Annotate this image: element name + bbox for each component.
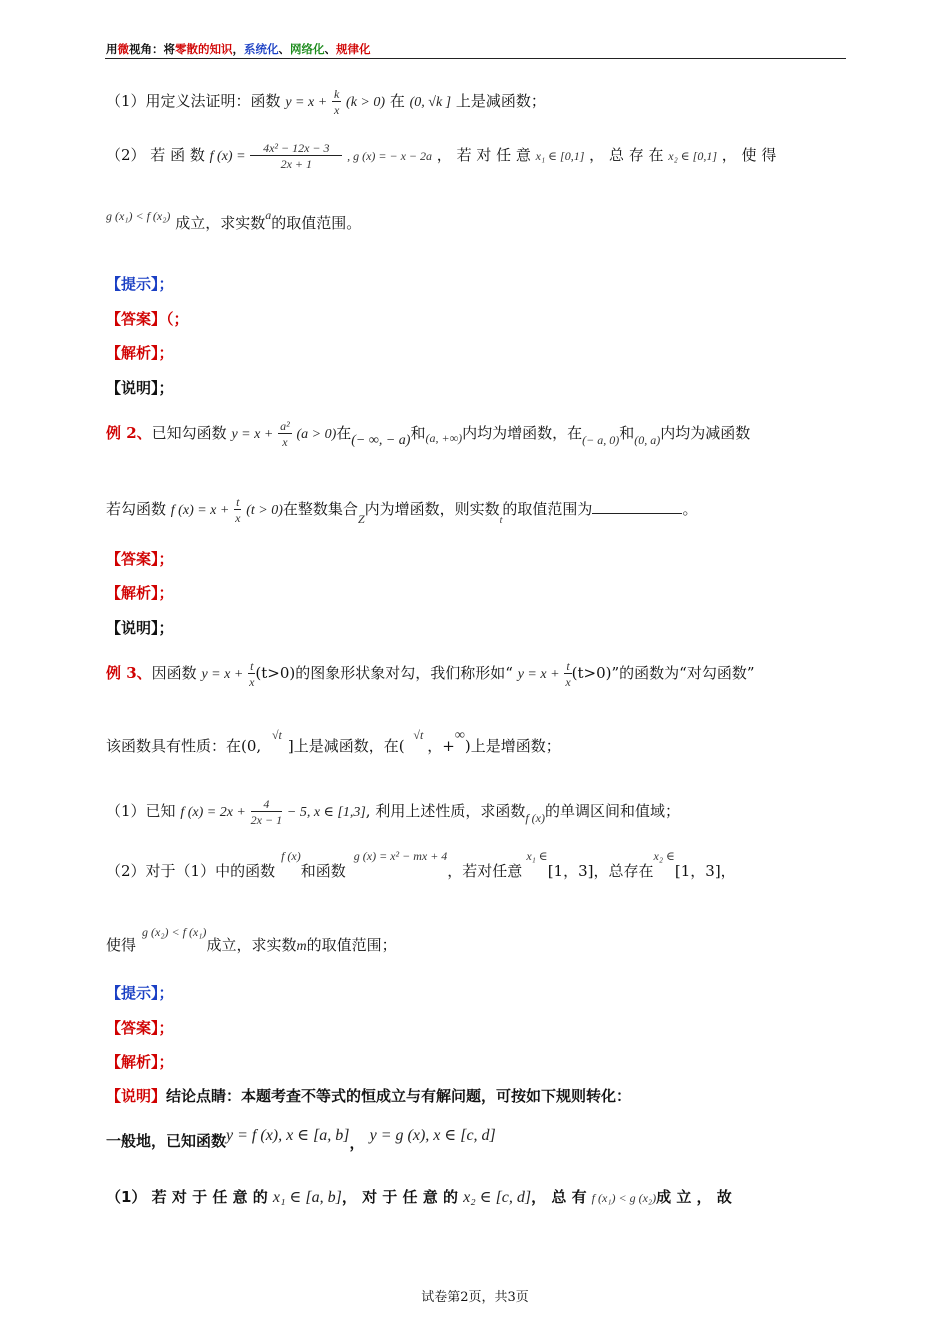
ex2-f2: f (x) = x +: [170, 503, 230, 518]
q2-x2-range: x₂ ∈ [0,1]: [668, 149, 717, 163]
ex3-text: 成立，求实数: [206, 936, 297, 954]
header-text: 微: [117, 42, 129, 56]
ex3-text: （1）已知: [106, 802, 176, 820]
rule-1-tail: 成 立 ， 故: [656, 1188, 732, 1206]
ex2-text: 在: [336, 424, 352, 442]
page-footer: 试卷第2页，共3页: [421, 1290, 529, 1305]
rule-1-mid: ， 对 于 任 意 的: [341, 1188, 458, 1206]
q2-f-name: f (x) =: [209, 149, 246, 164]
q2-text1: ， 若 对 任 意: [436, 146, 531, 164]
q1-fraction: [332, 88, 341, 116]
frac-den: 2x − 1: [250, 813, 283, 827]
answer-label: 【答案】（；: [106, 310, 189, 328]
ex2-text: 若勾函数: [106, 500, 167, 518]
header-text: 系统化: [244, 42, 279, 56]
q2-text2: ， 总 存 在: [589, 146, 664, 164]
rule-1-x1: x₁ ∈ [a, b]: [272, 1189, 342, 1206]
ex2-z: Z: [357, 512, 365, 526]
general-f-def: y = f (x), x ∈ [a, b]: [226, 1127, 350, 1144]
frac-num: a²: [280, 419, 290, 433]
example-2-label: 例 2、: [106, 424, 152, 442]
ex2-text: 内均为减函数: [660, 424, 751, 442]
ex3-text: , 利用上述性质，求函数: [365, 802, 526, 820]
ex3-text: [1，3]，总存在: [547, 862, 654, 880]
ex2-var-t: t: [499, 515, 503, 526]
ex3-sqrt-t-2: √t: [413, 728, 424, 742]
ex3-text: [1，3]，: [674, 862, 736, 880]
note-row: [106, 1085, 631, 1106]
example-3-part-2-line2: [106, 925, 397, 955]
example-2: [106, 420, 750, 448]
rule-1-x2: x₂ ∈ [c, d]: [463, 1189, 532, 1206]
ex2-interval-3: (− a, 0): [582, 433, 620, 447]
ex2-text: 和: [410, 424, 426, 442]
header-divider: [105, 58, 846, 59]
ex3-var-m: m: [296, 939, 307, 954]
rule-1-lead: （1） 若 对 于 任 意 的: [106, 1188, 268, 1206]
hint-label: 【提示】；: [106, 984, 174, 1002]
ex3-text: （2）对于（1）中的函数: [106, 862, 276, 880]
note-label: 【说明】；: [106, 379, 174, 397]
ex3-text: ，若对任意: [447, 862, 523, 880]
q2-text5: 的取值范围。: [271, 214, 362, 232]
frac-den: 2x + 1: [280, 157, 313, 171]
q2-ineq: g (x₁) < f (x₂): [106, 209, 171, 223]
q1-in: 在: [389, 92, 405, 110]
header-text: 视角：: [129, 42, 164, 56]
frac-num: t: [236, 495, 240, 509]
header-text: 规律化: [336, 42, 371, 56]
ex2-text: 的取值范围为: [502, 500, 593, 518]
ex3-s2-g: g (x) = x² − mx + 4: [353, 849, 448, 863]
example-3-part-2: [106, 849, 736, 881]
header-text: ，: [232, 42, 244, 56]
ex2-cond2: (t > 0): [246, 503, 283, 518]
rule-1-ineq: f (x₁) < g (x₂): [591, 1191, 657, 1205]
frac-den: x: [333, 103, 340, 117]
ex3-text: 的单调区间和值域；: [545, 802, 681, 820]
ex2-fraction: [278, 420, 292, 448]
ex2-interval-1: (− ∞, − a): [351, 433, 411, 448]
frac-den: x: [282, 435, 288, 449]
answer-label: 【答案】；: [106, 550, 174, 568]
rule-1-mid2: ， 总 有: [531, 1188, 587, 1206]
question-2-line2: [106, 208, 362, 233]
ex3-fraction-2: [564, 660, 571, 688]
ex2-formula: y = x +: [231, 427, 274, 442]
frac-den: x: [249, 675, 255, 689]
frac-num: t: [250, 659, 254, 673]
ex2-text: 和: [619, 424, 635, 442]
q1-formula: y = x +: [285, 95, 328, 110]
ex2-interval-4: (0, a): [634, 433, 661, 447]
question-2: [106, 142, 776, 170]
q2-lead: （2） 若 函 数: [106, 146, 205, 164]
ex3-s2-fx: f (x): [281, 849, 301, 863]
ex3-text: )上是增函数；: [464, 737, 561, 755]
ex3-text: 和函数: [300, 862, 346, 880]
ex3-s1-f: f (x) = 2x +: [180, 805, 246, 820]
header-text: 网络化: [290, 42, 325, 56]
ex2-text: 内均为增函数，在: [462, 424, 583, 442]
ex3-s1-rest: − 5, x ∈ [1,3]: [286, 805, 366, 820]
ex3-text: ]上是减函数，在(: [287, 737, 405, 755]
note-label: 【说明】；: [106, 619, 174, 637]
ex2-text: 在整数集合: [282, 500, 358, 518]
q1-tail: 上是减函数；: [455, 92, 546, 110]
header-text: 用: [106, 42, 118, 56]
ex2-fraction-2: [234, 496, 241, 524]
ex3-text: ，+: [427, 737, 455, 755]
ex3-infinity: ∞: [454, 728, 465, 743]
analysis-label: 【解析】；: [106, 584, 174, 602]
frac-den: x: [565, 675, 571, 689]
ex3-formula: y = x +: [201, 667, 244, 682]
ex2-text: 内为增函数，则实数: [364, 500, 500, 518]
ex3-s3-ineq: g (x₂) < f (x₁): [142, 925, 207, 939]
analysis-label: 【解析】；: [106, 344, 174, 362]
q2-text3: ， 使 得: [721, 146, 777, 164]
ex2-cond: (a > 0): [296, 427, 337, 442]
ex3-s2-x1: x₁ ∈: [526, 849, 548, 863]
example-3-property: [106, 728, 561, 756]
q1-lead: （1）用定义法证明：函数: [106, 92, 281, 110]
answer-blank: [592, 499, 682, 514]
question-1: [106, 88, 546, 116]
ex2-text: 。: [682, 500, 698, 518]
header-text: 零散的知识: [175, 42, 233, 56]
general-rule-1: [106, 1186, 732, 1207]
ex2-text: 已知勾函数: [151, 424, 227, 442]
ex3-text: 的取值范围；: [306, 936, 397, 954]
frac-num: 4: [251, 798, 282, 812]
q2-var-a: a: [265, 208, 272, 222]
ex3-text: 因函数: [151, 664, 197, 682]
frac-num: 4x² − 12x − 3: [250, 142, 342, 156]
ex3-text: 使得: [106, 936, 137, 954]
general-sep: ，: [349, 1134, 365, 1152]
q1-interval: (0, √k ]: [409, 95, 452, 110]
q2-text4: 成立，求实数: [175, 214, 266, 232]
example-2-line2: [106, 496, 697, 524]
example-3-label: 例 3、: [106, 664, 152, 682]
ex3-s1-fx: f (x): [525, 811, 545, 825]
frac-num: k: [333, 87, 340, 101]
q1-condition: (k > 0): [346, 95, 386, 110]
ex3-text: (t>0)”的函数为“对勾函数”: [571, 664, 755, 682]
q2-fraction: [250, 142, 342, 170]
header-text: 将: [163, 42, 175, 56]
note-text: 结论点睛：本题考查不等式的恒成立与有解问题，可按如下规则转化：: [166, 1087, 632, 1105]
q2-g-def: , g (x) = − x − 2a: [347, 149, 433, 163]
q2-x1-range: x₁ ∈ [0,1]: [535, 149, 585, 163]
ex3-sqrt-t: √t: [271, 728, 282, 742]
example-3-part-1: [106, 798, 680, 826]
answer-label: 【答案】；: [106, 1019, 174, 1037]
header-text: 、: [324, 42, 336, 56]
note-label: 【说明】: [106, 1087, 167, 1105]
general-statement: [106, 1124, 496, 1152]
general-g-def: y = g (x), x ∈ [c, d]: [369, 1127, 496, 1144]
ex3-s2-x2: x₂ ∈: [653, 849, 675, 863]
example-3: [106, 660, 755, 688]
ex3-cond: (t>0): [255, 664, 296, 682]
frac-num: t: [566, 659, 570, 673]
ex3-text: 的图象形状象对勾，我们称形如“: [295, 664, 513, 682]
hint-label: 【提示】；: [106, 275, 174, 293]
analysis-label: 【解析】；: [106, 1053, 174, 1071]
general-lead: 一般地，已知函数: [106, 1132, 227, 1150]
ex3-text: 该函数具有性质：在(0,: [106, 737, 262, 755]
header-text: 、: [278, 42, 290, 56]
frac-den: x: [235, 511, 241, 525]
page-header: [106, 41, 371, 57]
ex3-formula-2: y = x +: [517, 667, 560, 682]
ex3-s1-fraction: [251, 798, 282, 826]
ex2-interval-2: (a, +∞): [425, 431, 463, 445]
